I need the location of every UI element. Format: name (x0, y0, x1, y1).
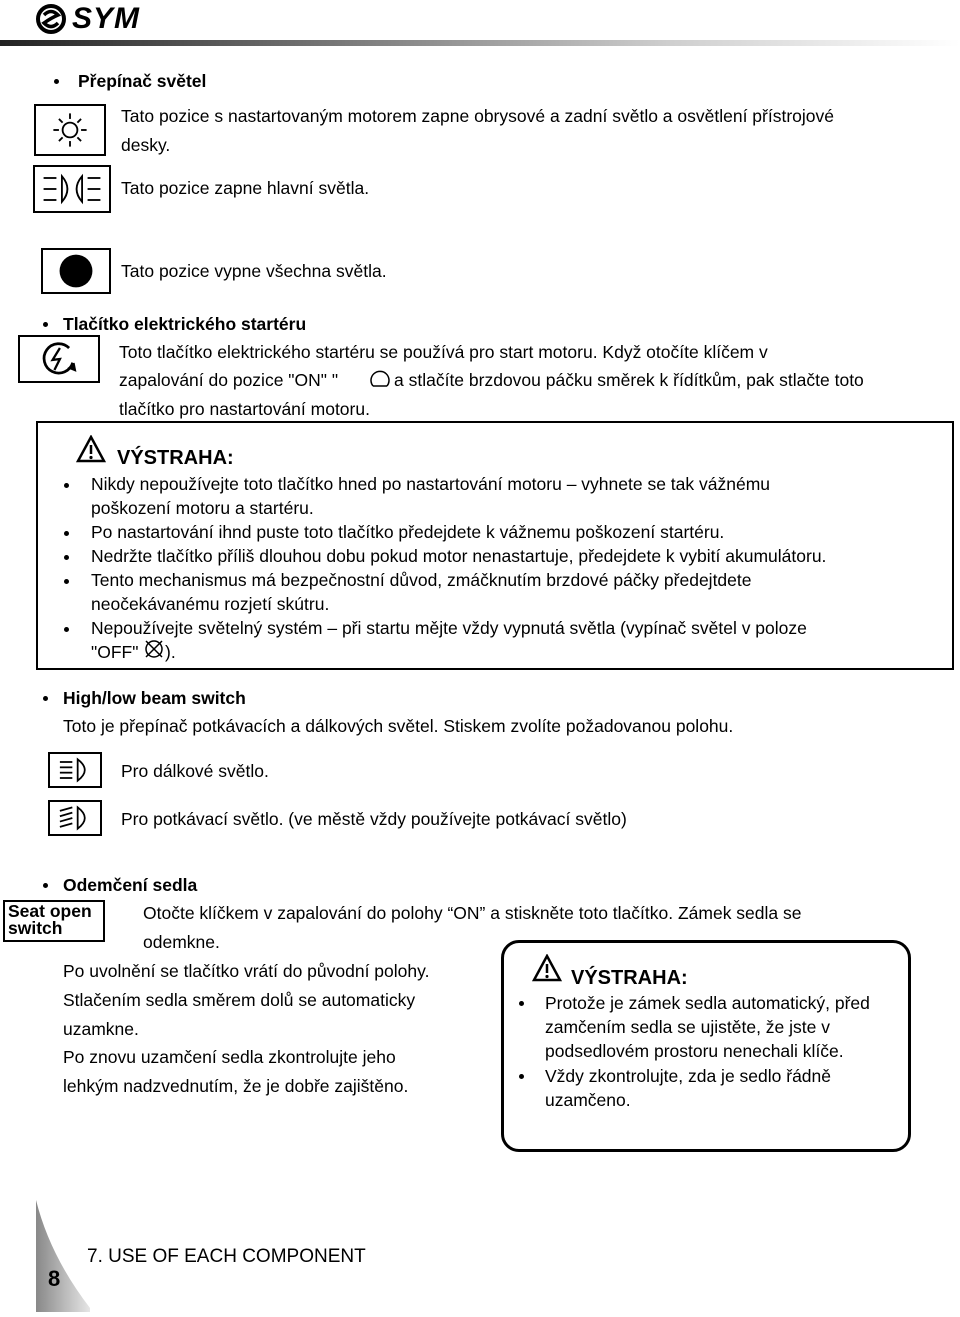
starter-heading: Tlačítko elektrického startéru (63, 314, 307, 334)
warning-icon (532, 954, 562, 982)
starter-line3: tlačítko pro nastartování motoru. (119, 399, 370, 419)
lights-off-small-icon (143, 638, 165, 660)
bullet (43, 696, 48, 701)
bullet (64, 483, 69, 488)
brand-logo (36, 4, 140, 34)
bullet (64, 579, 69, 584)
switch-item-1-line1: Tato pozice s nastartovaným motorem zapne obrysové a zadní světlo a osvětlení přístrojové (121, 106, 834, 126)
seat-para-3b: lehkým nadzvednutím, že je dobře zajištěno. (63, 1076, 409, 1096)
warning-item-3: Nedržte tlačítko příliš dlouhou dobu pokud motor nenastartuje, předejdete k vybití akumulátoru. (91, 546, 827, 566)
seat-warning-item-1-line2: zamčením sedla se ujistěte, že jste v (545, 1017, 830, 1037)
bullet (43, 322, 48, 327)
switch-item-3-text: Tato pozice vypne všechna světla. (121, 261, 387, 281)
low-beam-icon (48, 800, 102, 836)
warning-title: VÝSTRAHA: (117, 447, 234, 469)
beam-heading: High/low beam switch (63, 688, 246, 708)
starter-line2a: zapalování do pozice "ON" " (119, 370, 339, 390)
bullet (64, 627, 69, 632)
seat-warning-item-2-line1: Vždy zkontrolujte, zda je sedlo řádně (545, 1066, 831, 1086)
beam-intro: Toto je přepínač potkávacích a dálkových světel. Stiskem zvolíte požadovanou polohu. (63, 716, 734, 736)
seat-label-line2: switch (8, 918, 63, 938)
seat-warning-item-1-line1: Protože je zámek sedla automatický, před (545, 993, 870, 1013)
seat-para-2b: uzamkne. (63, 1019, 139, 1039)
warning-item-4-line2: neočekávanému rozjetí skútru. (91, 594, 330, 614)
switch-heading: Přepínač světel (78, 71, 207, 91)
page-corner-tab (0, 1196, 90, 1312)
beam-low-text: Pro potkávací světlo. (ve městě vždy používejte potkávací světlo) (121, 809, 627, 829)
warning-item-5-line1: Nepoužívejte světelný systém – při startu mějte vždy vypnutá světla (vypínač světel v poloze (91, 618, 807, 638)
warning-item-5-line2a: "OFF" (91, 642, 139, 662)
switch-item-2-text: Tato pozice zapne hlavní světla. (121, 178, 370, 198)
page-number: 8 (48, 1266, 61, 1291)
seat-line2: odemkne. (143, 932, 220, 952)
lights-off-icon (41, 248, 111, 294)
warning-item-5-line2b: ). (165, 642, 176, 662)
seat-heading: Odemčení sedla (63, 875, 198, 895)
seat-label-line1: Seat open (8, 901, 92, 921)
starter-line1: Toto tlačítko elektrického startéru se používá pro start motoru. Když otočíte klíčem v (119, 342, 768, 362)
seat-open-switch-label (3, 900, 105, 942)
seat-line1: Otočte klíčkem v zapalování do polohy “ON” a stiskněte toto tlačítko. Zámek sedla se (143, 903, 802, 923)
warning-item-1-line1: Nikdy nepoužívejte toto tlačítko hned po nastartování motoru – vyhnete se tak vážnému (91, 474, 771, 494)
bullet (64, 531, 69, 536)
starter-line2b: a stlačíte brzdovou páčku směrek k řídítkům, pak stlačte toto (394, 370, 864, 390)
bullet (519, 1001, 524, 1006)
bullet (54, 79, 59, 84)
seat-warning-title: VÝSTRAHA: (571, 967, 688, 989)
starter-button-icon (18, 335, 100, 383)
warning-item-1-line2: poškození motoru a startéru. (91, 498, 314, 518)
warning-icon (76, 435, 106, 463)
beam-high-text: Pro dálkové světlo. (121, 761, 269, 781)
brand-name: SYM (72, 2, 141, 35)
high-beam-icon (48, 752, 102, 788)
bullet (64, 555, 69, 560)
seat-para-2a: Stlačením sedla směrem dolů se automaticky (63, 990, 416, 1010)
seat-para-1: Po uvolnění se tlačítko vrátí do původní polohy. (63, 961, 430, 981)
seat-warning-item-1-line3: podsedlovém prostoru nenechali klíče. (545, 1041, 844, 1061)
bullet (43, 883, 48, 888)
position-light-icon (34, 104, 106, 156)
seat-para-3a: Po znovu uzamčení sedla zkontrolujte jeho (63, 1047, 396, 1067)
seat-warning-item-2-line2: uzamčeno. (545, 1090, 631, 1110)
key-on-icon (368, 366, 392, 390)
sym-emblem-icon (36, 4, 66, 34)
warning-item-4-line1: Tento mechanismus má bezpečnostní důvod, zmáčknutím brzdové páčky předejtdete (91, 570, 752, 590)
warning-item-2: Po nastartování ihnd puste toto tlačítko předejdete k vážnemu poškození startéru. (91, 522, 725, 542)
chapter-title: 7. USE OF EACH COMPONENT (87, 1246, 366, 1267)
headlight-icon (33, 165, 111, 213)
bullet (519, 1074, 524, 1079)
switch-item-1-line2: desky. (121, 135, 171, 155)
header-rule (0, 40, 960, 46)
